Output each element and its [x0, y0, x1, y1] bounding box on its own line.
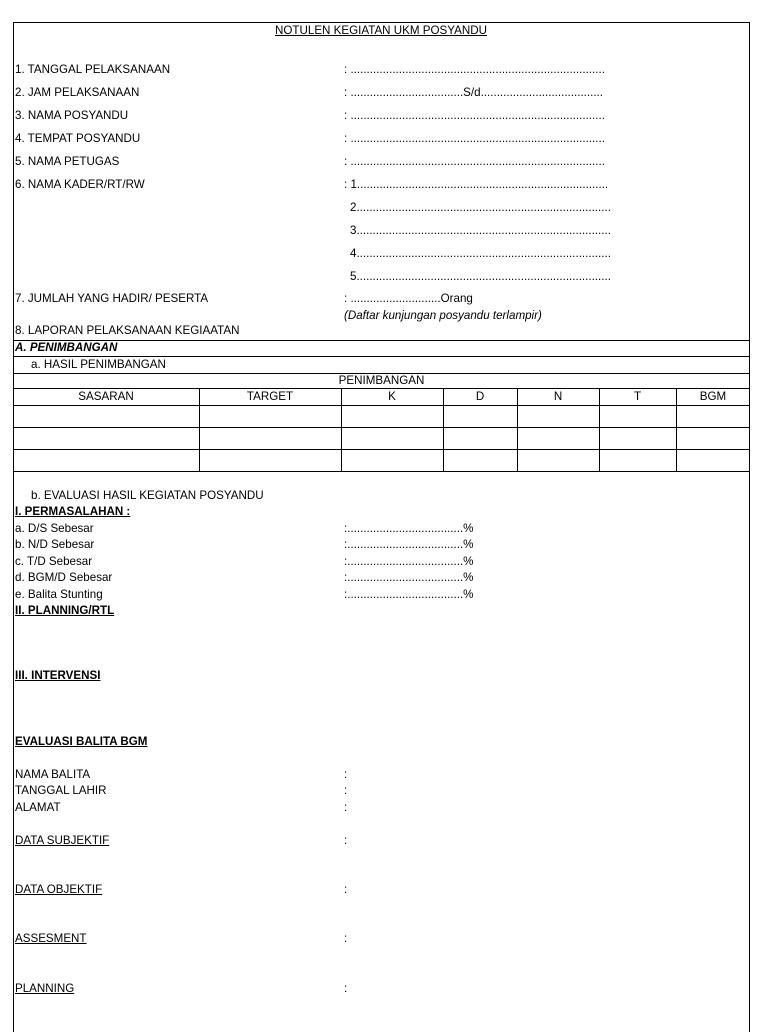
soap-value-planning[interactable]: :: [344, 982, 348, 995]
column-header-k: K: [388, 390, 396, 403]
kader-line-3[interactable]: 3...............................................................................: [350, 224, 611, 237]
table-column-divider: [341, 388, 342, 471]
kader-line-4[interactable]: 4...............................................................................: [350, 247, 611, 260]
sub-b-heading: b. EVALUASI HASIL KEGIATAN POSYANDU: [31, 489, 264, 502]
field-label-petugas: 5. NAMA PETUGAS: [15, 155, 120, 168]
field-label-kader: 6. NAMA KADER/RT/RW: [15, 178, 145, 191]
permasalahan-value-td[interactable]: :....................................%: [344, 555, 474, 568]
table-row: [13, 449, 750, 450]
table-group-header: PENIMBANGAN: [338, 374, 425, 387]
column-header-n: N: [553, 390, 563, 403]
bgm-value-alamat[interactable]: :: [344, 801, 348, 814]
table-border: [13, 405, 750, 406]
field-label-jam: 2. JAM PELAKSANAAN: [15, 86, 140, 99]
permasalahan-heading: I. PERMASALAHAN :: [15, 505, 131, 518]
table-column-divider: [199, 388, 200, 471]
permasalahan-value-stunting[interactable]: :....................................%: [344, 588, 474, 601]
soap-value-objektif[interactable]: :: [344, 883, 348, 896]
permasalahan-label-nd: b. N/D Sebesar: [15, 538, 95, 551]
kader-line-2[interactable]: 2...............................................................................: [350, 201, 611, 214]
field-label-tempat: 4. TEMPAT POSYANDU: [15, 132, 141, 145]
permasalahan-label-bgm: d. BGM/D Sebesar: [15, 571, 113, 584]
table-row: [13, 471, 750, 472]
bgm-value-tanggal-lahir[interactable]: :: [344, 784, 348, 797]
soap-value-subjektif[interactable]: :: [344, 834, 348, 847]
jumlah-label: 7. JUMLAH YANG HADIR/ PESERTA: [15, 292, 209, 305]
field-value-petugas[interactable]: : ...............................................................................: [344, 155, 605, 168]
bgm-value-nama[interactable]: :: [344, 768, 348, 781]
soap-label-objektif: DATA OBJEKTIF: [15, 883, 103, 896]
jumlah-note: (Daftar kunjungan posyandu terlampir): [344, 309, 542, 322]
bgm-label-tanggal-lahir: TANGGAL LAHIR: [15, 784, 107, 797]
divider: [13, 356, 750, 357]
soap-label-assesment: ASSESMENT: [15, 932, 87, 945]
field-value-nama-posyandu[interactable]: : ...............................................................................: [344, 109, 605, 122]
section-a-heading: A. PENIMBANGAN: [15, 341, 118, 354]
table-border: [13, 388, 750, 389]
column-header-sasaran: SASARAN: [78, 390, 134, 403]
field-value-tanggal[interactable]: : ...............................................................................: [344, 63, 605, 76]
soap-label-planning: PLANNING: [15, 982, 75, 995]
field-value-tempat[interactable]: : ...............................................................................: [344, 132, 605, 145]
bgm-label-alamat: ALAMAT: [15, 801, 61, 814]
field-value-jam[interactable]: : ...................................S/d......................................: [344, 86, 603, 99]
permasalahan-value-bgm[interactable]: :....................................%: [344, 571, 474, 584]
table-column-divider: [517, 388, 518, 471]
column-header-target: TARGET: [246, 390, 294, 403]
intervensi-heading: III. INTERVENSI: [15, 669, 101, 682]
field-label-tanggal: 1. TANGGAL PELAKSANAAN: [15, 63, 171, 76]
divider: [13, 340, 750, 341]
table-column-divider: [599, 388, 600, 471]
table-column-divider: [443, 388, 444, 471]
table-column-divider: [676, 388, 677, 471]
planning-rtl-heading: II. PLANNING/RTL: [15, 604, 115, 617]
soap-label-subjektif: DATA SUBJEKTIF: [15, 834, 110, 847]
field-label-nama-posyandu: 3. NAMA POSYANDU: [15, 109, 129, 122]
column-header-d: D: [475, 390, 485, 403]
sub-a-heading: a. HASIL PENIMBANGAN: [31, 358, 166, 371]
jumlah-value[interactable]: : ............................Orang: [344, 292, 473, 305]
bgm-label-nama: NAMA BALITA: [15, 768, 91, 781]
permasalahan-value-nd[interactable]: :....................................%: [344, 538, 474, 551]
field-value-kader[interactable]: : 1..............................................................................: [344, 178, 609, 191]
column-header-bgm: BGM: [699, 390, 727, 403]
permasalahan-label-ds: a. D/S Sebesar: [15, 522, 94, 535]
table-row: [13, 427, 750, 428]
permasalahan-label-td: c. T/D Sebesar: [15, 555, 93, 568]
laporan-label: 8. LAPORAN PELAKSANAAN KEGIAATAN: [15, 324, 240, 337]
column-header-t: T: [633, 390, 642, 403]
kader-line-5[interactable]: 5...............................................................................: [350, 270, 611, 283]
soap-value-assesment[interactable]: :: [344, 932, 348, 945]
permasalahan-value-ds[interactable]: :....................................%: [344, 522, 474, 535]
permasalahan-label-stunting: e. Balita Stunting: [15, 588, 103, 601]
evaluasi-bgm-heading: EVALUASI BALITA BGM: [15, 735, 148, 748]
document-title: NOTULEN KEGIATAN UKM POSYANDU: [275, 24, 487, 37]
